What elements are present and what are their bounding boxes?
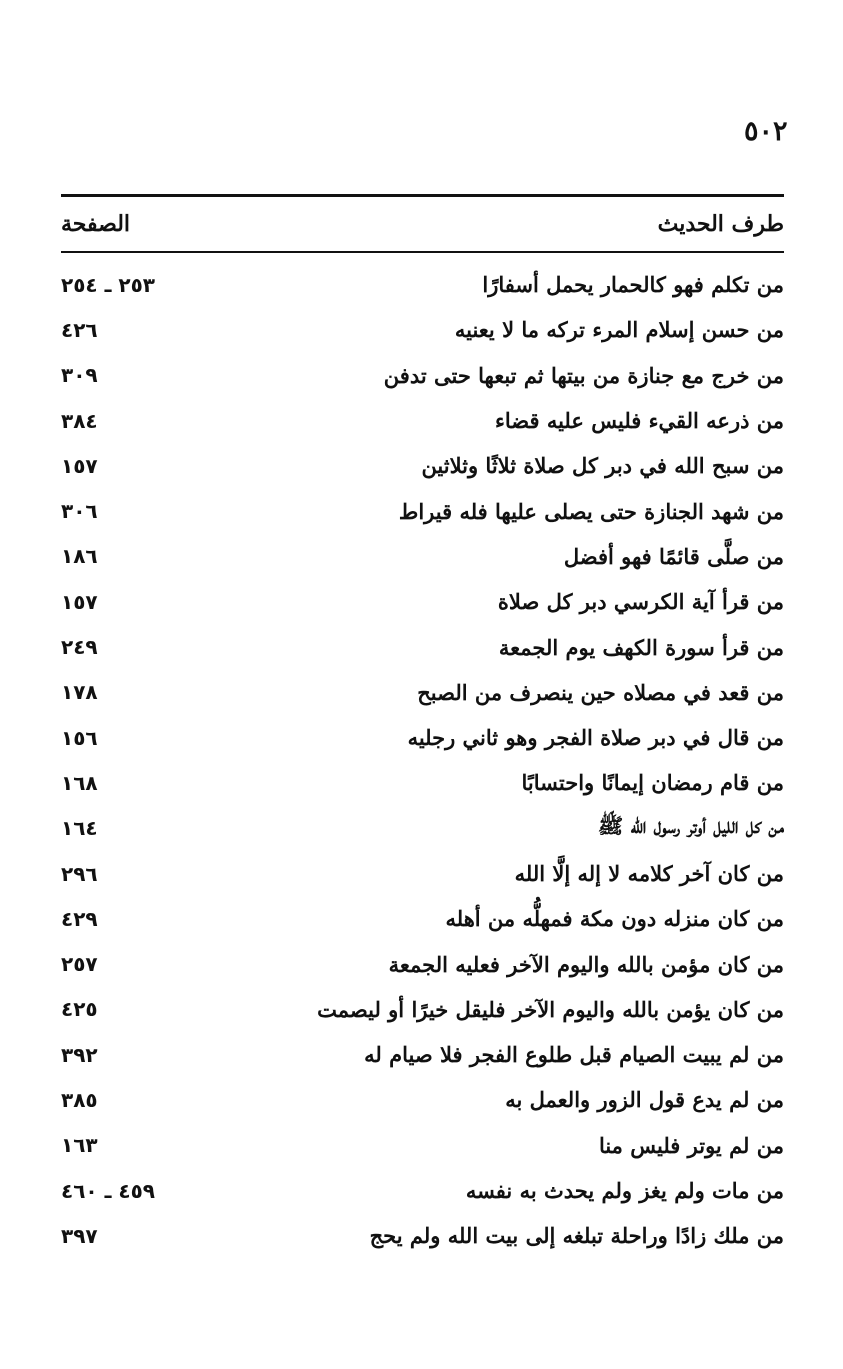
page-reference: ٤٥٩ ـ ٤٦٠ — [61, 1178, 156, 1203]
page-reference: ١٦٣ — [61, 1133, 98, 1158]
page-reference: ١٦٤ — [61, 816, 98, 841]
hadith-text: من قرأ سورة الكهف يوم الجمعة — [498, 634, 784, 660]
hadith-text: من حسن إسلام المرء تركه ما لا يعنيه — [454, 317, 784, 343]
table-row — [61, 398, 784, 443]
hadith-text: من كان مؤمن بالله واليوم الآخر فعليه الجمعة — [388, 951, 784, 977]
page-reference: ٤٢٩ — [61, 906, 98, 931]
hadith-text: من خرج مع جنازة من بيتها ثم تبعها حتى تدفن — [383, 362, 784, 388]
page-reference: ٣٨٥ — [61, 1087, 98, 1112]
table-row — [61, 896, 784, 941]
hadith-text: من قام رمضان إيمانًا واحتسابًا — [521, 770, 784, 796]
table-row — [61, 307, 784, 352]
page-reference: ٢٥٣ ـ ٢٥٤ — [61, 272, 156, 297]
page-reference: ١٧٨ — [61, 680, 98, 705]
hadith-text: من كان يؤمن بالله واليوم الآخر فليقل خيرًا أو ليصمت — [317, 996, 784, 1022]
page-reference: ٤٢٦ — [61, 317, 98, 342]
table-row — [61, 851, 784, 896]
table-row — [61, 715, 784, 760]
hadith-text: من كان آخر كلامه لا إله إلَّا الله — [514, 861, 784, 886]
header-bottom-rule — [61, 251, 784, 253]
hadith-text: من ذرعه القيء فليس عليه قضاء — [494, 408, 784, 434]
table-row — [61, 443, 784, 488]
table-row — [61, 670, 784, 715]
page-reference: ١٥٧ — [61, 589, 98, 614]
hadith-text: من لم يبيت الصيام قبل طلوع الفجر فلا صيام له — [364, 1042, 784, 1068]
hadith-text: من قعد في مصلاه حين ينصرف من الصبح — [417, 679, 784, 705]
page-reference: ١٨٦ — [61, 544, 98, 569]
header-top-rule — [61, 194, 784, 197]
page-reference: ١٥٦ — [61, 725, 98, 750]
page-reference: ٢٤٩ — [61, 635, 98, 660]
table-row — [61, 624, 784, 669]
hadith-text: من شهد الجنازة حتى يصلى عليها فله قيراط — [398, 498, 784, 524]
page-number: ٥٠٢ — [744, 116, 788, 147]
hadith-text: من قال في دبر صلاة الفجر وهو ثاني رجليه — [407, 725, 784, 751]
hadith-text: من تكلم فهو كالحمار يحمل أسفارًا — [482, 272, 784, 298]
page-reference: ١٦٨ — [61, 770, 98, 795]
page-reference: ٣٩٧ — [61, 1223, 98, 1248]
index-table — [61, 262, 784, 1259]
page-reference: ٣٠٦ — [61, 499, 98, 524]
page-reference: ٢٩٦ — [61, 861, 98, 886]
column-header-hadith: طرف الحديث — [657, 211, 784, 237]
table-row — [61, 1123, 784, 1168]
page-reference: ٣٩٢ — [61, 1042, 98, 1067]
table-row — [61, 579, 784, 624]
table-row — [61, 353, 784, 398]
hadith-text: من سبح الله في دبر كل صلاة ثلاثًا وثلاثين — [421, 453, 784, 479]
column-header-page: الصفحة — [61, 211, 131, 237]
hadith-text: من صلَّى قائمًا فهو أفضل — [563, 543, 784, 569]
table-row — [61, 1213, 784, 1258]
table-row — [61, 987, 784, 1032]
hadith-text: من كل الليل أوتر رسول الله ﷺ — [597, 812, 784, 838]
hadith-text: من لم يوتر فليس منا — [598, 1132, 784, 1158]
table-row — [61, 1077, 784, 1122]
table-row — [61, 488, 784, 533]
table-row — [61, 941, 784, 986]
table-row — [61, 534, 784, 579]
table-header — [61, 201, 784, 247]
table-row — [61, 806, 784, 851]
hadith-text: من ملك زادًا وراحلة تبلغه إلى بيت الله ولم يحج — [369, 1223, 784, 1249]
hadith-text: من مات ولم يغز ولم يحدث به نفسه — [465, 1178, 784, 1204]
page-reference: ١٥٧ — [61, 453, 98, 478]
hadith-text: من كان منزله دون مكة فمهلُّه من أهله — [445, 906, 784, 932]
page-reference: ٣٨٤ — [61, 408, 98, 433]
hadith-text: من لم يدع قول الزور والعمل به — [505, 1087, 784, 1113]
page-reference: ٣٠٩ — [61, 363, 98, 388]
table-row — [61, 760, 784, 805]
page-reference: ٢٥٧ — [61, 952, 98, 977]
hadith-text: من قرأ آية الكرسي دبر كل صلاة — [497, 589, 784, 615]
table-row — [61, 262, 784, 307]
page-reference: ٤٢٥ — [61, 997, 98, 1022]
table-row — [61, 1168, 784, 1213]
table-row — [61, 1032, 784, 1077]
